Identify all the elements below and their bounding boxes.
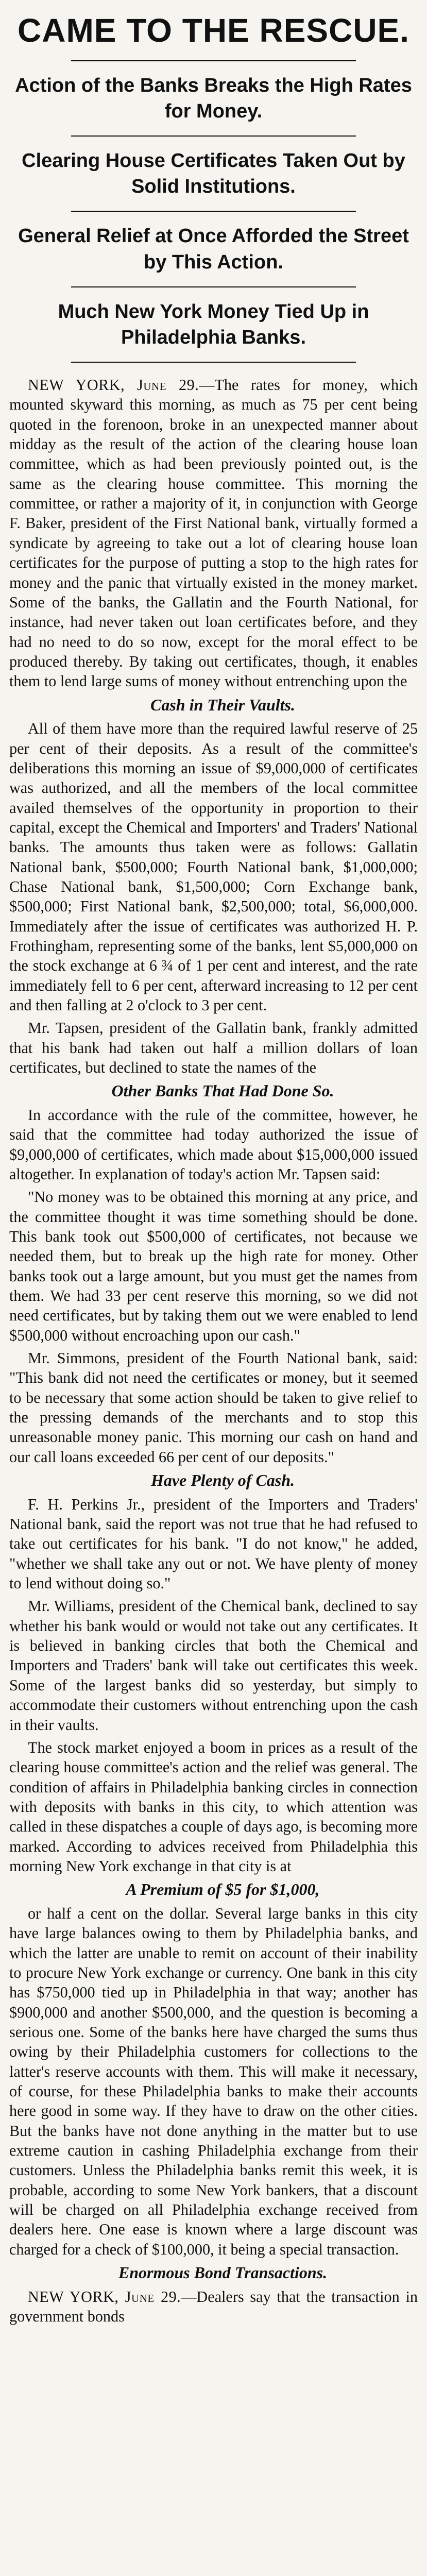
deck-1: Action of the Banks Breaks the High Rates for Money. — [15, 74, 412, 122]
article-body — [9, 375, 418, 2326]
paragraph-text: —The rates for money, which mounted skyward this morning, as much as 75 per cent being quoted in the forenoon, broke in an unexpected manner about midday as the result of the action of the clearing house loan committee, which as had been previously pointed out, is the same as the clearing house committee. This morning the committee, or rather a majority of it, in conjunction with George F. Baker, president of the First National bank, virtually formed a syndicate by agreeing to take out a lot of clearing house loan certificates for the purpose of putting a stop to the high rates for money and the panic that virtually existed in the money market. Some of the banks, the Gallatin and the Fourth National, for instance, had never taken out loan certificates before, and they had no need to do so now, except for the moral effect to be produced thereby. By taking out certificates, though, it enables them to lend large sums of money without entrenching upon the — [9, 376, 418, 690]
deck-2: Clearing House Certificates Taken Out by Solid Institutions. — [22, 150, 405, 198]
paragraph: "No money was to be obtained this morning at any price, and the committee thought it was time something should be done. This bank took out $500,000 of certificates, not because we needed them, but to break up the high rate for money. Other banks took out a large amount, but you must get the names from them. We had 33 per cent reserve this morning, so we did not need certificates, but by taking them out we were enabled to lend $500,000 without encroaching upon our cash." — [9, 1188, 418, 1344]
headline: CAME TO THE RESCUE. — [18, 12, 409, 49]
paragraph: Mr. Williams, president of the Chemical bank, declined to say whether his bank would or would not take out any certificates. It is believed in banking circles that both the Chemical and Importers and Traders' bank will take out certificates this week. Some of the largest banks did so yesterday, but simply to accommodate their customers without entrenching upon the cash in their vaults. — [9, 1597, 418, 1734]
paragraph: In accordance with the rule of the committee, however, he said that the committee had today authorized the issue of $9,000,000 of certificates, which made about $15,000,000 issued altogether. In explanation of today's action Mr. Tapsen said: — [9, 1106, 418, 1183]
subhead-plenty-of-cash: Have Plenty of Cash. — [150, 1471, 295, 1490]
subhead-enormous-bond-transactions: Enormous Bond Transactions. — [118, 2263, 328, 2282]
deck-rule-1 — [71, 135, 356, 137]
paragraph — [9, 375, 418, 691]
paragraph: F. H. Perkins Jr., president of the Importers and Traders' National bank, said the report was not true that he had refused to take out certificates for his bank. "I do not know," he added, "whether we shall take any out or not. We have plenty of money to lend without doing so." — [9, 1495, 418, 1592]
paragraph — [9, 2287, 418, 2327]
dateline: NEW YORK, June 29. — [28, 2287, 181, 2306]
deck-3: General Relief at Once Afforded the Street by This Action. — [18, 225, 409, 273]
paragraph: All of them have more than the required lawful reserve of 25 per cent of their deposits. As a result of the committee's deliberations this morning an issue of $9,000,000 of certificates was authorized, and all the members of the local committee availed themselves of the opportunity in proportion to their capital, except the Chemical and Importers' and Traders' National banks. The amounts thus taken were as follows: Gallatin National bank, $500,000; Fourth National bank, $1,000,000; Chase National bank, $1,500,000; Corn Exchange bank, $500,000; First National bank, $2,500,000; total, $6,000,000. Immediately after the issue of certificates was authorized H. P. Frothingham, representing some of the banks, lent $5,000,000 on the stock exchange at 6 ¾ of 1 per cent and interest, and the rate immediately fell to 6 per cent, afterward increasing to 12 per cent and then falling at 2 o'clock to 3 per cent. — [9, 720, 418, 1014]
dateline: NEW YORK, June 29. — [28, 376, 199, 394]
deck-rule-3 — [71, 286, 356, 287]
paragraph: or half a cent on the dollar. Several large banks in this city have large balances owing to them by Philadelphia banks, and which the latter are unable to remit on account of their inability to procure New York exchange or currency. One bank in this city has $750,000 tied up in Philadelphia in that way; another has $900,000 and another $500,000, and the question is becoming a serious one. Some of the banks here have charged the sums thus owing by their Philadelphia customers for collections to the latter's reserve accounts with them. This will make it necessary, of course, for these Philadelphia banks to make their accounts here good in some way. If they have to draw on the other cities. But the banks have not done anything in the matter but to use extreme caution in cashing Philadelphia exchange from their customers. Unless the Philadelphia banks remit this week, it is probable, according to some New York bankers, that a discount will be charged on all Philadelphia exchange received from dealers here. One ease is known where a large discount was charged for a check of $100,000, it being a special transaction. — [9, 1904, 418, 2258]
deck-rule-4 — [71, 362, 356, 363]
paragraph: Mr. Tapsen, president of the Gallatin bank, frankly admitted that his bank had taken out half a million dollars of loan certificates, but declined to state the names of the — [9, 1019, 418, 1077]
headline-rule — [71, 60, 356, 61]
subhead-premium: A Premium of $5 for $1,000, — [126, 1880, 320, 1899]
subhead-other-banks: Other Banks That Had Done So. — [111, 1081, 334, 1100]
paragraph: The stock market enjoyed a boom in prices as a result of the clearing house committee's action and the relief was general. The condition of affairs in Philadelphia banking circles in connection with deposits with banks in this city, to which attention was called in these dispatches a couple of days ago, is becoming more marked. According to advices received from Philadelphia this morning New York exchange in that city is at — [9, 1738, 418, 1875]
paragraph-text: —Dealers say that the transaction in government bonds — [9, 2287, 418, 2325]
paragraph: Mr. Simmons, president of the Fourth National bank, said: "This bank did not need the certificates or money, but it seemed to be necessary that some action should be taken to give relief to the pressing demands of the merchants and to stop this unreasonable money panic. This morning our cash on hand and our call loans exceeded 66 per cent of our deposits." — [9, 1349, 418, 1466]
deck-rule-2 — [71, 211, 356, 212]
deck-4: Much New York Money Tied Up in Philadelphia Banks. — [58, 300, 369, 348]
subhead-cash-in-vaults: Cash in Their Vaults. — [150, 695, 295, 714]
